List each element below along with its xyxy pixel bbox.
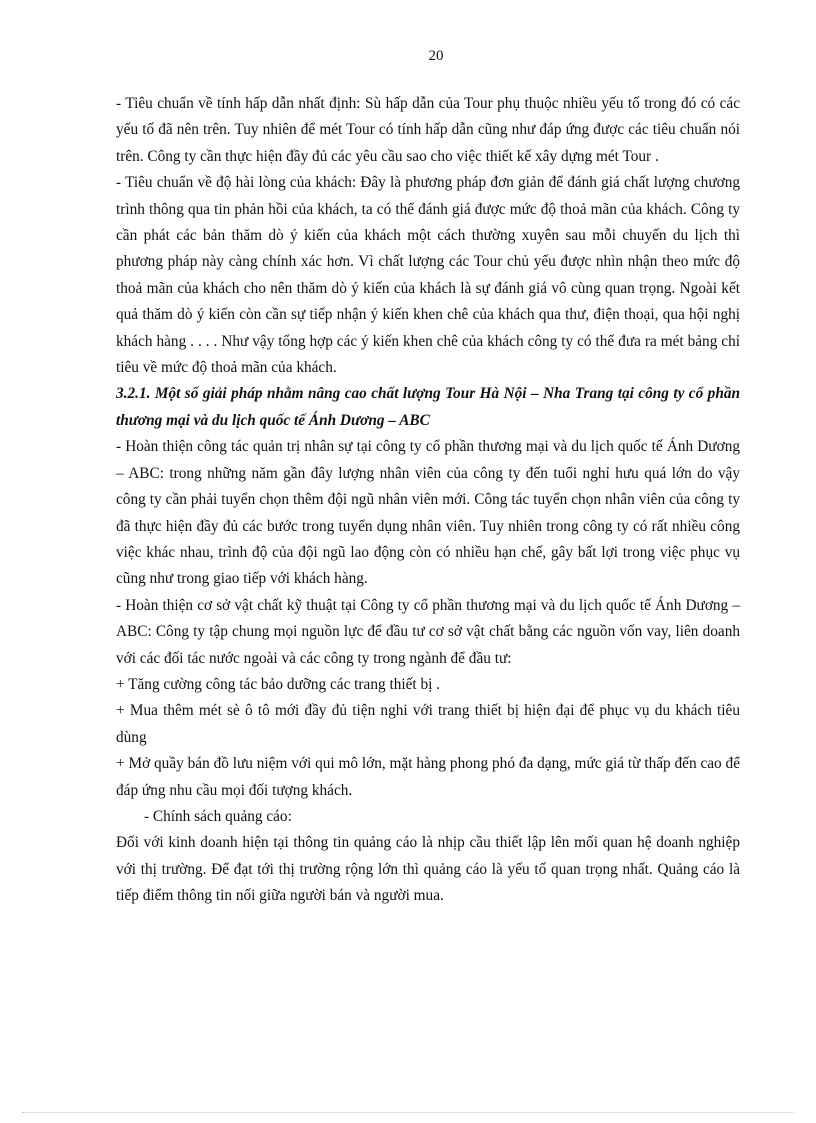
- page-bottom-border: [22, 1112, 794, 1113]
- paragraph-advertising: Đối với kinh doanh hiện tại thông tin quảng cáo là nhịp cầu thiết lập lên mối quan hệ doanh nghiệp với thị trường. Để đạt tới thị trường rộng lớn thì quảng cáo là yếu tố quan trọng nhất. Quảng cáo là tiếp điểm thông tin nối giữa người bán và người mua.: [116, 834, 740, 905]
- paragraph-satisfaction-criteria: - Tiêu chuẩn về độ hài lòng của khách: Đây là phương pháp đơn giản để đánh giá chất lượng chương trình thông qua tin phản hồi của khách, ta có thể đánh giá được mức độ thoả mãn của khách. Công ty cần phát các bản thăm dò ý kiến của khách một cách thường xuyên sau mỗi chuyến du lịch thì phương pháp này càng chính xác hơn. Vì chất lượng các Tour chủ yếu được nhìn nhận theo mức độ thoả mãn của khách cho nên thăm dò ý kiến của khách là sự đánh giá vô cùng quan trọng. Ngoài kết quả thăm dò ý kiến còn cần sự tiếp nhận ý kiến khen chê của khách qua thư, điện thoại, qua hội nghị khách hàng . . . . Như vậy tổng hợp các ý kiến khen chê của khách công ty có thể đưa ra mét bảng chỉ tiêu về mức độ thoả mãn của khách.: [116, 174, 740, 377]
- subheading-advertising-policy: - Chính sách quảng cáo:: [144, 807, 292, 825]
- document-body: [116, 91, 740, 910]
- paragraph-hr-management: - Hoàn thiện công tác quản trị nhân sự tại công ty cổ phần thương mại và du lịch quốc tế Ánh Dương – ABC: trong những năm gần đây lượng nhân viên của công ty đến tuổi nghỉ hưu quá lớn do vậy công ty cần phải tuyển chọn thêm đội ngũ nhân viên mới. Công tác tuyển chọn nhân viên của công ty đã thực hiện đầy đủ các bước trong tuyển dụng nhân viên. Tuy nhiên trong công ty có rất nhiều công việc khác nhau, trình độ của đội ngũ lao động còn có nhiều hạn chế, gây bất lợi trong việc phục vụ cũng như trong giao tiếp với khách hàng.: [116, 438, 740, 588]
- paragraph-attractiveness-criteria: - Tiêu chuẩn về tính hấp dẫn nhất định: Sù hấp dẫn của Tour phụ thuộc nhiều yếu tố trong đó có các yếu tố đã nên trên. Tuy nhiên để mét Tour có tính hấp dẫn cũng như đáp ứng được các tiêu chuẩn nói trên. Công ty cần thực hiện đầy đủ các yêu cầu sao cho việc thiết kế xây dựng mét Tour .: [116, 95, 740, 165]
- section-heading: 3.2.1. Một số giải pháp nhằm nâng cao chất lượng Tour Hà Nội – Nha Trang tại công ty cổ phần thương mại và du lịch quốc tế Ánh Dương – ABC: [116, 385, 740, 429]
- paragraph-facilities: - Hoàn thiện cơ sở vật chất kỹ thuật tại Công ty cổ phần thương mại và du lịch quốc tế Ánh Dương – ABC: Công ty tập chung mọi nguồn lực để đầu tư cơ sở vật chất bằng các nguồn vốn vay, liên doanh với các đối tác nước ngoài và các công ty trong ngành để đầu tư:: [116, 596, 740, 667]
- list-item-souvenir-shop: + Mở quầy bán đồ lưu niệm với qui mô lớn, mặt hàng phong phó đa dạng, mức giá từ thấp đến cao để đáp ứng nhu cầu mọi đối tượng khách.: [116, 755, 740, 799]
- list-item-buy-cars: + Mua thêm mét sè ô tô mới đầy đủ tiện nghi với trang thiết bị hiện đại để phục vụ du khách tiêu dùng: [116, 702, 740, 746]
- page-number: 20: [428, 48, 444, 64]
- list-item-maintenance: + Tăng cường công tác bảo dưỡng các trang thiết bị .: [116, 675, 440, 693]
